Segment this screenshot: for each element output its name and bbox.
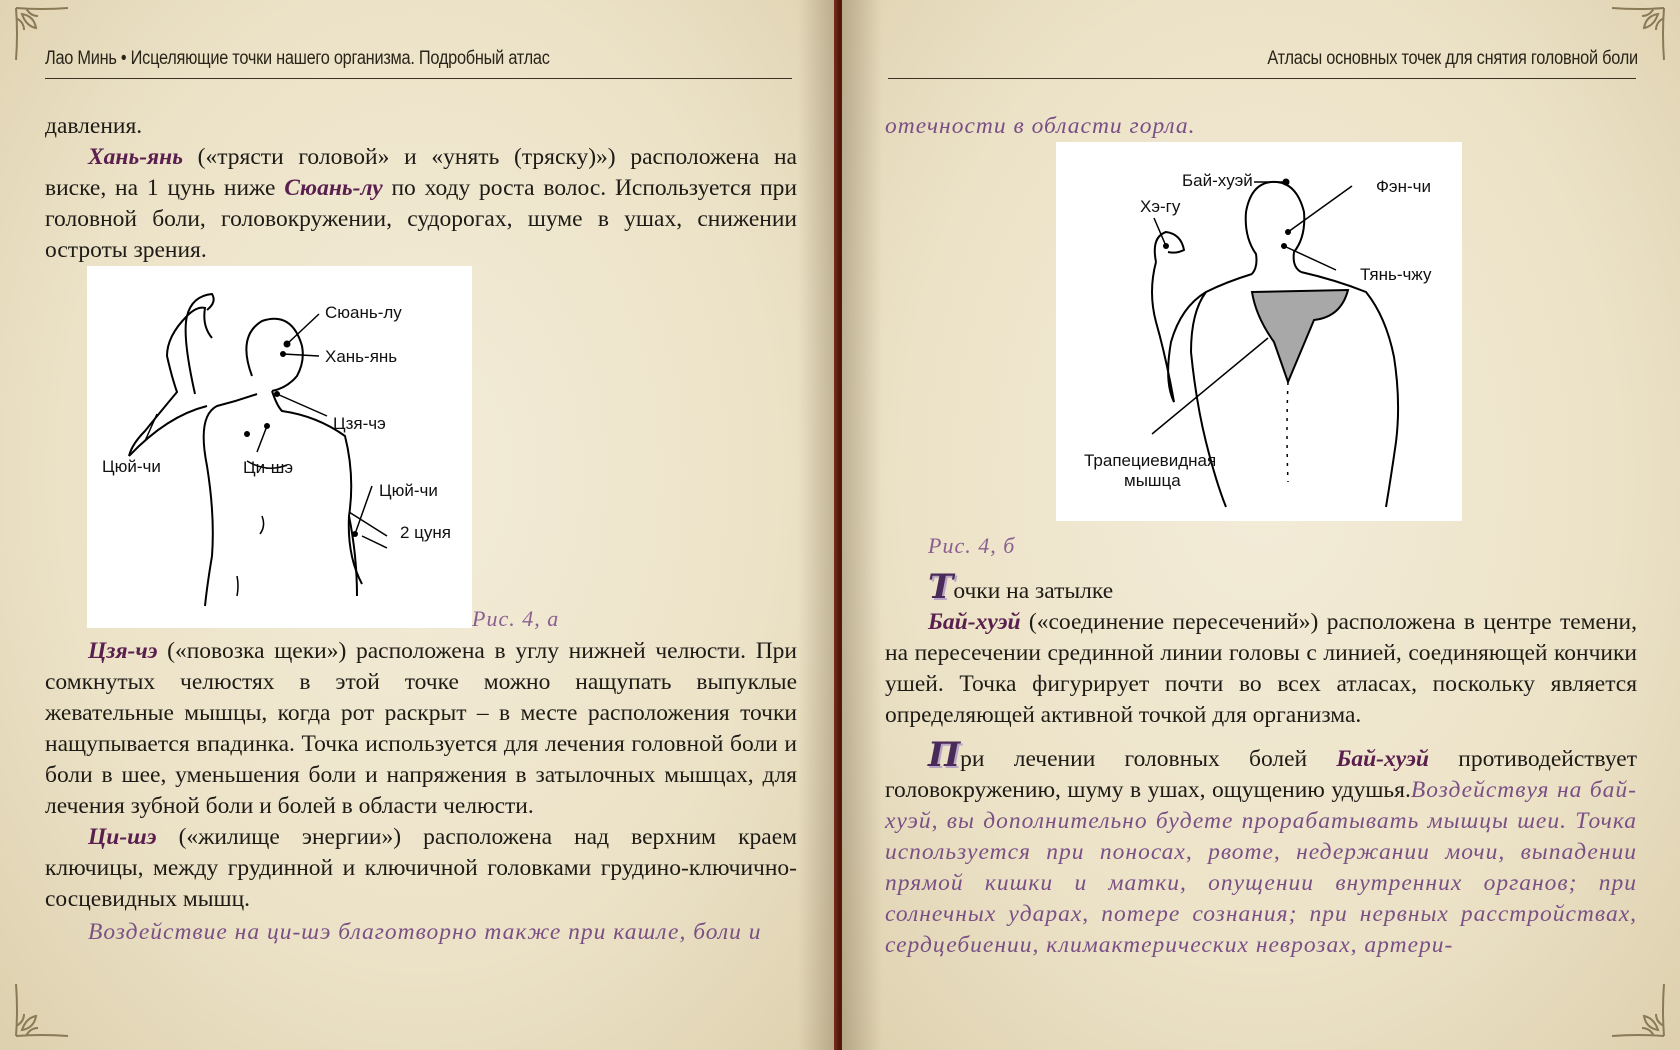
term-bay-khuey: Бай-хуэй — [928, 609, 1021, 635]
figure-4a — [87, 266, 472, 628]
right-text — [885, 567, 1637, 961]
term-tszya-che: Цзя-чэ — [88, 638, 158, 664]
term-syuan-lu: Сюань-лу — [284, 175, 383, 201]
fig4a-label-tsyuy-chi-left: Цюй-чи — [102, 457, 161, 476]
paragraph-tszya-che: Цзя-чэ («повозка щеки») расположена в углу нижней челюсти. При сомкнутых челюстях в этой точке можно нащупать выпуклые жевательные мышцы, когда рот раскрыт – в месте расположения точки нащупывается впадинка. Точка используется для лечения головной боли и боли в шее, уменьшения боли и напряжения в затылочных мышцах, для лечения зубной боли и болей в области челюсти. — [45, 638, 797, 819]
figure-4a-caption: Рис. 4, а — [472, 606, 560, 631]
treatment-note: Воздействуя на бай-хуэй, вы дополнительно будете прорабатывать мышцы шеи. Точка используется при поносах, рвоте, недержании мочи, выпадении прямой кишки и матки, опущении внутренних органов; при солнечных ударах, потере сознания; при нервных расстройствах, сердцебиении, климактерических неврозах, артери- — [885, 777, 1637, 958]
figure-4b-caption: Рис. 4, б — [928, 533, 1016, 558]
paragraph-bay-khuey: Бай-хуэй («соединение пересечений») расположена в центре темени, на пересечении срединной линии головы с линией, соединяющей кончики ушей. Точка фигурирует почти во всех атласах, поскольку является определяющей активной точкой для организма. — [885, 609, 1637, 728]
intro-line: давления. — [45, 113, 143, 139]
fig4b-label-khe-gu: Хэ-гу — [1140, 197, 1181, 216]
fig4b-label-bay-khuey: Бай-хуэй — [1182, 171, 1253, 190]
corner-ornament-icon — [1608, 980, 1668, 1040]
dropcap-p: П — [928, 735, 961, 775]
dropcap-t: Т — [928, 567, 954, 607]
running-head-right: Атласы основных точек для снятия головной боли — [1267, 48, 1638, 69]
fig4a-label-tsyuy-chi-right: Цюй-чи — [379, 481, 438, 500]
header-rule — [45, 78, 792, 79]
paragraph-tsi-she: Ци-шэ («жилище энергии») расположена над верхним краем ключицы, между грудинной и ключичной головками грудино-ключично-сосцевидных мышц. — [45, 824, 797, 912]
left-page — [0, 0, 838, 1050]
paragraph-treatment: При лечении головных болей Бай-хуэй противодействует головокружению, шуму в ушах, ощущению удушья.Воздействуя на бай-хуэй, вы дополнительно будете прорабатывать мышцы шеи. Точка используется при поносах, рвоте, недержании мочи, выпадении прямой кишки и матки, опущении внутренних органов; при солнечных ударах, потере сознания; при нервных расстройствах, сердцебиении, климактерических неврозах, артери- — [885, 735, 1637, 958]
left-text-bottom — [45, 636, 797, 948]
section-heading: Точки на затылке — [928, 567, 1114, 607]
fig4a-label-tsi-she: Ци-шэ — [243, 458, 294, 477]
left-text-top — [45, 111, 797, 266]
running-head-left: Лао Минь • Исцеляющие точки нашего организма. Подробный атлас — [45, 48, 550, 69]
figure-4b — [1056, 142, 1462, 521]
paragraph-han-yan: Хань-янь («трясти головой» и «унять (тряску)») расположена на виске, на 1 цунь ниже Сюань-лу по ходу роста волос. Используется при головной боли, головокружении, судорогах, шуме в ушах, снижении остроты зрения. — [45, 144, 797, 263]
fig4a-label-tszya-che: Цзя-чэ — [333, 414, 386, 433]
fig4b-label-trapezius: Трапециевидная — [1084, 451, 1217, 470]
paragraph-tsi-she-note: Воздействие на ци-шэ благотворно также при кашле, боли и — [88, 919, 762, 945]
fig4b-label-tyan-chzhu: Тянь-чжу — [1360, 265, 1432, 284]
corner-ornament-icon — [12, 980, 72, 1040]
fig4b-label-fen-chi: Фэн-чи — [1376, 177, 1432, 196]
right-page — [842, 0, 1680, 1050]
fig4b-label-muscle: мышца — [1124, 471, 1181, 490]
term-han-yan: Хань-янь — [88, 144, 183, 170]
header-rule — [888, 78, 1636, 79]
fig4a-label-syuan-lu: Сюань-лу — [325, 303, 402, 322]
right-intro: отечности в области горла. — [885, 113, 1196, 139]
fig4a-label-2-tsunya: 2 цуня — [400, 523, 452, 542]
term-bay-khuey-2: Бай-хуэй — [1336, 746, 1429, 772]
fig4a-label-han-yan: Хань-янь — [325, 347, 398, 366]
term-tsi-she: Ци-шэ — [88, 824, 157, 850]
